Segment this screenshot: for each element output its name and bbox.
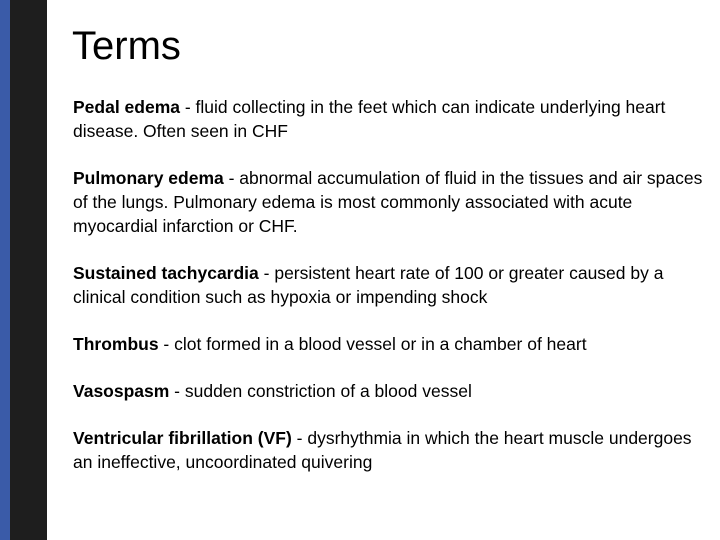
term-entry-pulmonary-edema (73, 166, 703, 238)
term-definition: - abnormal accumulation of fluid in the tissues and air spaces of the lungs. Pulmonary edema is most commonly associated with acute myocardial infarction or CHF. (73, 168, 703, 236)
term-entry-thrombus (73, 332, 703, 356)
term-entry-ventricular-fibrillation (73, 426, 703, 474)
term-name: Sustained tachycardia (73, 263, 259, 283)
term-definition: - clot formed in a blood vessel or in a chamber of heart (158, 334, 587, 354)
term-definition: - dysrhythmia in which the heart muscle undergoes an ineffective, uncoordinated quivering (73, 428, 692, 472)
term-entry-pedal-edema (73, 95, 703, 143)
term-name: Pedal edema (73, 97, 180, 117)
term-definition: - sudden constriction of a blood vessel (169, 381, 472, 401)
slide-title: Terms (72, 24, 181, 68)
term-definition: - fluid collecting in the feet which can indicate underlying heart disease. Often seen in CHF (73, 97, 666, 141)
term-name: Vasospasm (73, 381, 170, 401)
term-name: Ventricular fibrillation (VF) (73, 428, 292, 448)
terms-list (73, 95, 703, 474)
term-name: Pulmonary edema (73, 168, 224, 188)
sidebar-accent-stripe (0, 0, 10, 540)
term-name: Thrombus (73, 334, 159, 354)
left-sidebar-bar (0, 0, 47, 540)
term-definition: - persistent heart rate of 100 or greater caused by a clinical condition such as hypoxia or impending shock (73, 263, 664, 307)
term-entry-sustained-tachycardia (73, 261, 703, 309)
term-entry-vasospasm (73, 379, 703, 403)
